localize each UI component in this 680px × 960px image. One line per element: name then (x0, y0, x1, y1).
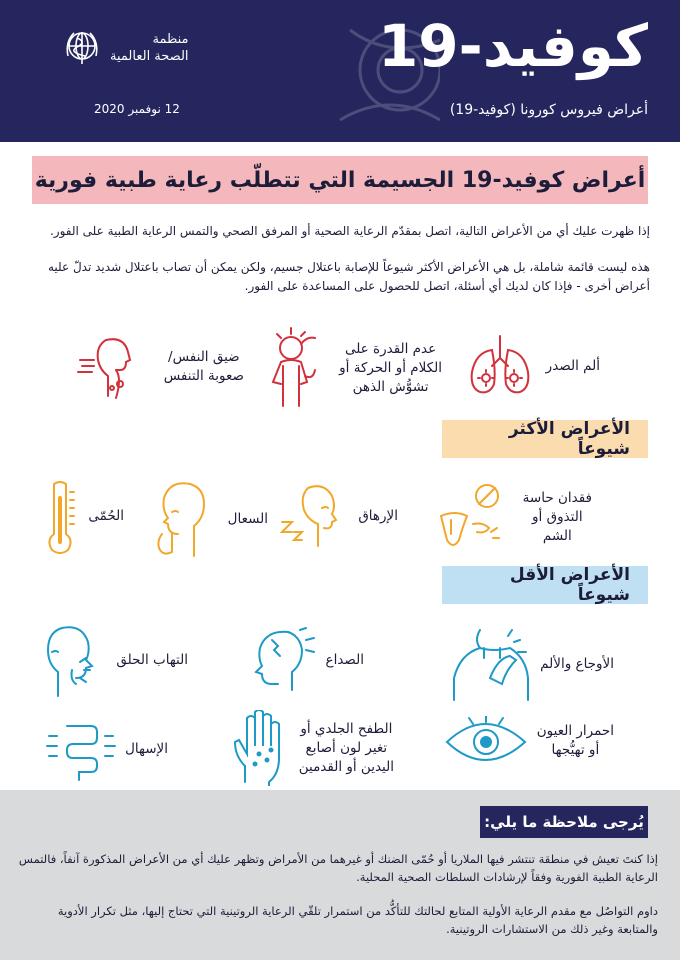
symptom-loss-taste-smell: فقدان حاسة التذوق أو الشم (435, 480, 592, 554)
serious-symptoms-banner (32, 156, 648, 204)
symptom-skin-rash: الطفح الجلدي أو تغير لون أصابع اليدين أو القدمين (231, 710, 394, 786)
symptom-red-eyes: احمرار العيون أو تهيُّجها (443, 716, 614, 766)
confused-person-icon (261, 326, 331, 410)
diarrhoea-icon (45, 716, 117, 782)
intro-paragraph-1: إذا ظهرت عليك أي من الأعراض التالية، اتصل بمقدّم الرعاية الصحية أو المرفق الصحي والتمس الرعاية الطبية على الفور. (49, 224, 650, 238)
thermometer-icon (40, 478, 80, 554)
symptom-sore-throat: التهاب الحلق (36, 622, 188, 698)
symptom-loss-speech-mobility: عدم القدرة على الكلام أو الحركة أو تشوُّش الذهن (261, 326, 442, 410)
note-paragraph-2: داوم التواصُل مع مقدم الرعاية الأولية المتابع لحالتك للتأكُّد من استمرار تلقّي الرعاية الروتينية التي تحتاج إليها، مثل تكرار الأدوية والمتابعة وغير ذلك من الاستشارات الروتينية. (57, 904, 658, 936)
most-common-heading: الأعراض الأكثر شيوعاً (442, 420, 648, 458)
symptom-diarrhoea: الإسهال (45, 716, 168, 782)
who-logo (60, 26, 189, 70)
publication-date: 12 نوفمبر 2020 (94, 102, 180, 116)
note-paragraph-1: إذا كنتَ تعيش في منطقة تنتشر فيها الملاريا أو حُمّى الضنك أو غيرهما من الأمراض وتظهر عليك أي من الأعراض المذكورة آنفاً، فالتمس الرعاية الطبية الفورية وفقاً لإرشادات السلطات الصحية المحلية. (18, 852, 658, 884)
red-eye-icon (443, 716, 529, 766)
fatigue-icon (278, 478, 350, 554)
skin-rash-hand-icon (231, 710, 291, 786)
intro-paragraph-2: هذه ليست قائمة شاملة، بل هي الأعراض الأكثر شيوعاً للإصابة باعتلال جسيم، ولكن يمكن أن تصاب باعتلال شديد تدلّ عليه أعراض أخرى - فإذا كان لديك أي أسئلة، اتصل للحصول على المساعدة على الفور. (47, 260, 650, 293)
symptom-tiredness: الإرهاق (278, 478, 398, 554)
symptom-fever: الحُمّى (40, 478, 124, 554)
sore-throat-icon (36, 622, 108, 698)
breathing-difficulty-icon (76, 330, 156, 404)
cough-icon (150, 478, 220, 560)
headache-icon (248, 626, 318, 694)
page-subtitle: أعراض فيروس كورونا (كوفيد-19) (449, 102, 648, 118)
less-common-heading: الأعراض الأقل شيوعاً (442, 566, 648, 604)
symptom-cough: السعال (150, 478, 268, 560)
symptom-aches-pains: الأوجاع والألم (450, 624, 614, 704)
symptom-headache: الصداع (248, 626, 364, 694)
symptom-shortness-breath: ضيق النفس/ صعوبة التنفس (76, 330, 244, 404)
aches-pains-icon (450, 624, 532, 704)
symptom-chest-pain: ألم الصدر (462, 328, 600, 404)
who-name: منظمة الصحة العالمية (110, 32, 189, 64)
header (0, 0, 680, 142)
note-title: يُرجى ملاحظة ما يلي: (480, 806, 648, 838)
page-title: كوفيد-19 (377, 12, 648, 80)
loss-taste-smell-icon (435, 480, 515, 554)
who-emblem-icon (60, 26, 104, 70)
lungs-icon (462, 328, 538, 404)
banner-title: أعراض كوفيد-19 الجسيمة التي تتطلّب رعاية طبية فورية (34, 167, 646, 193)
